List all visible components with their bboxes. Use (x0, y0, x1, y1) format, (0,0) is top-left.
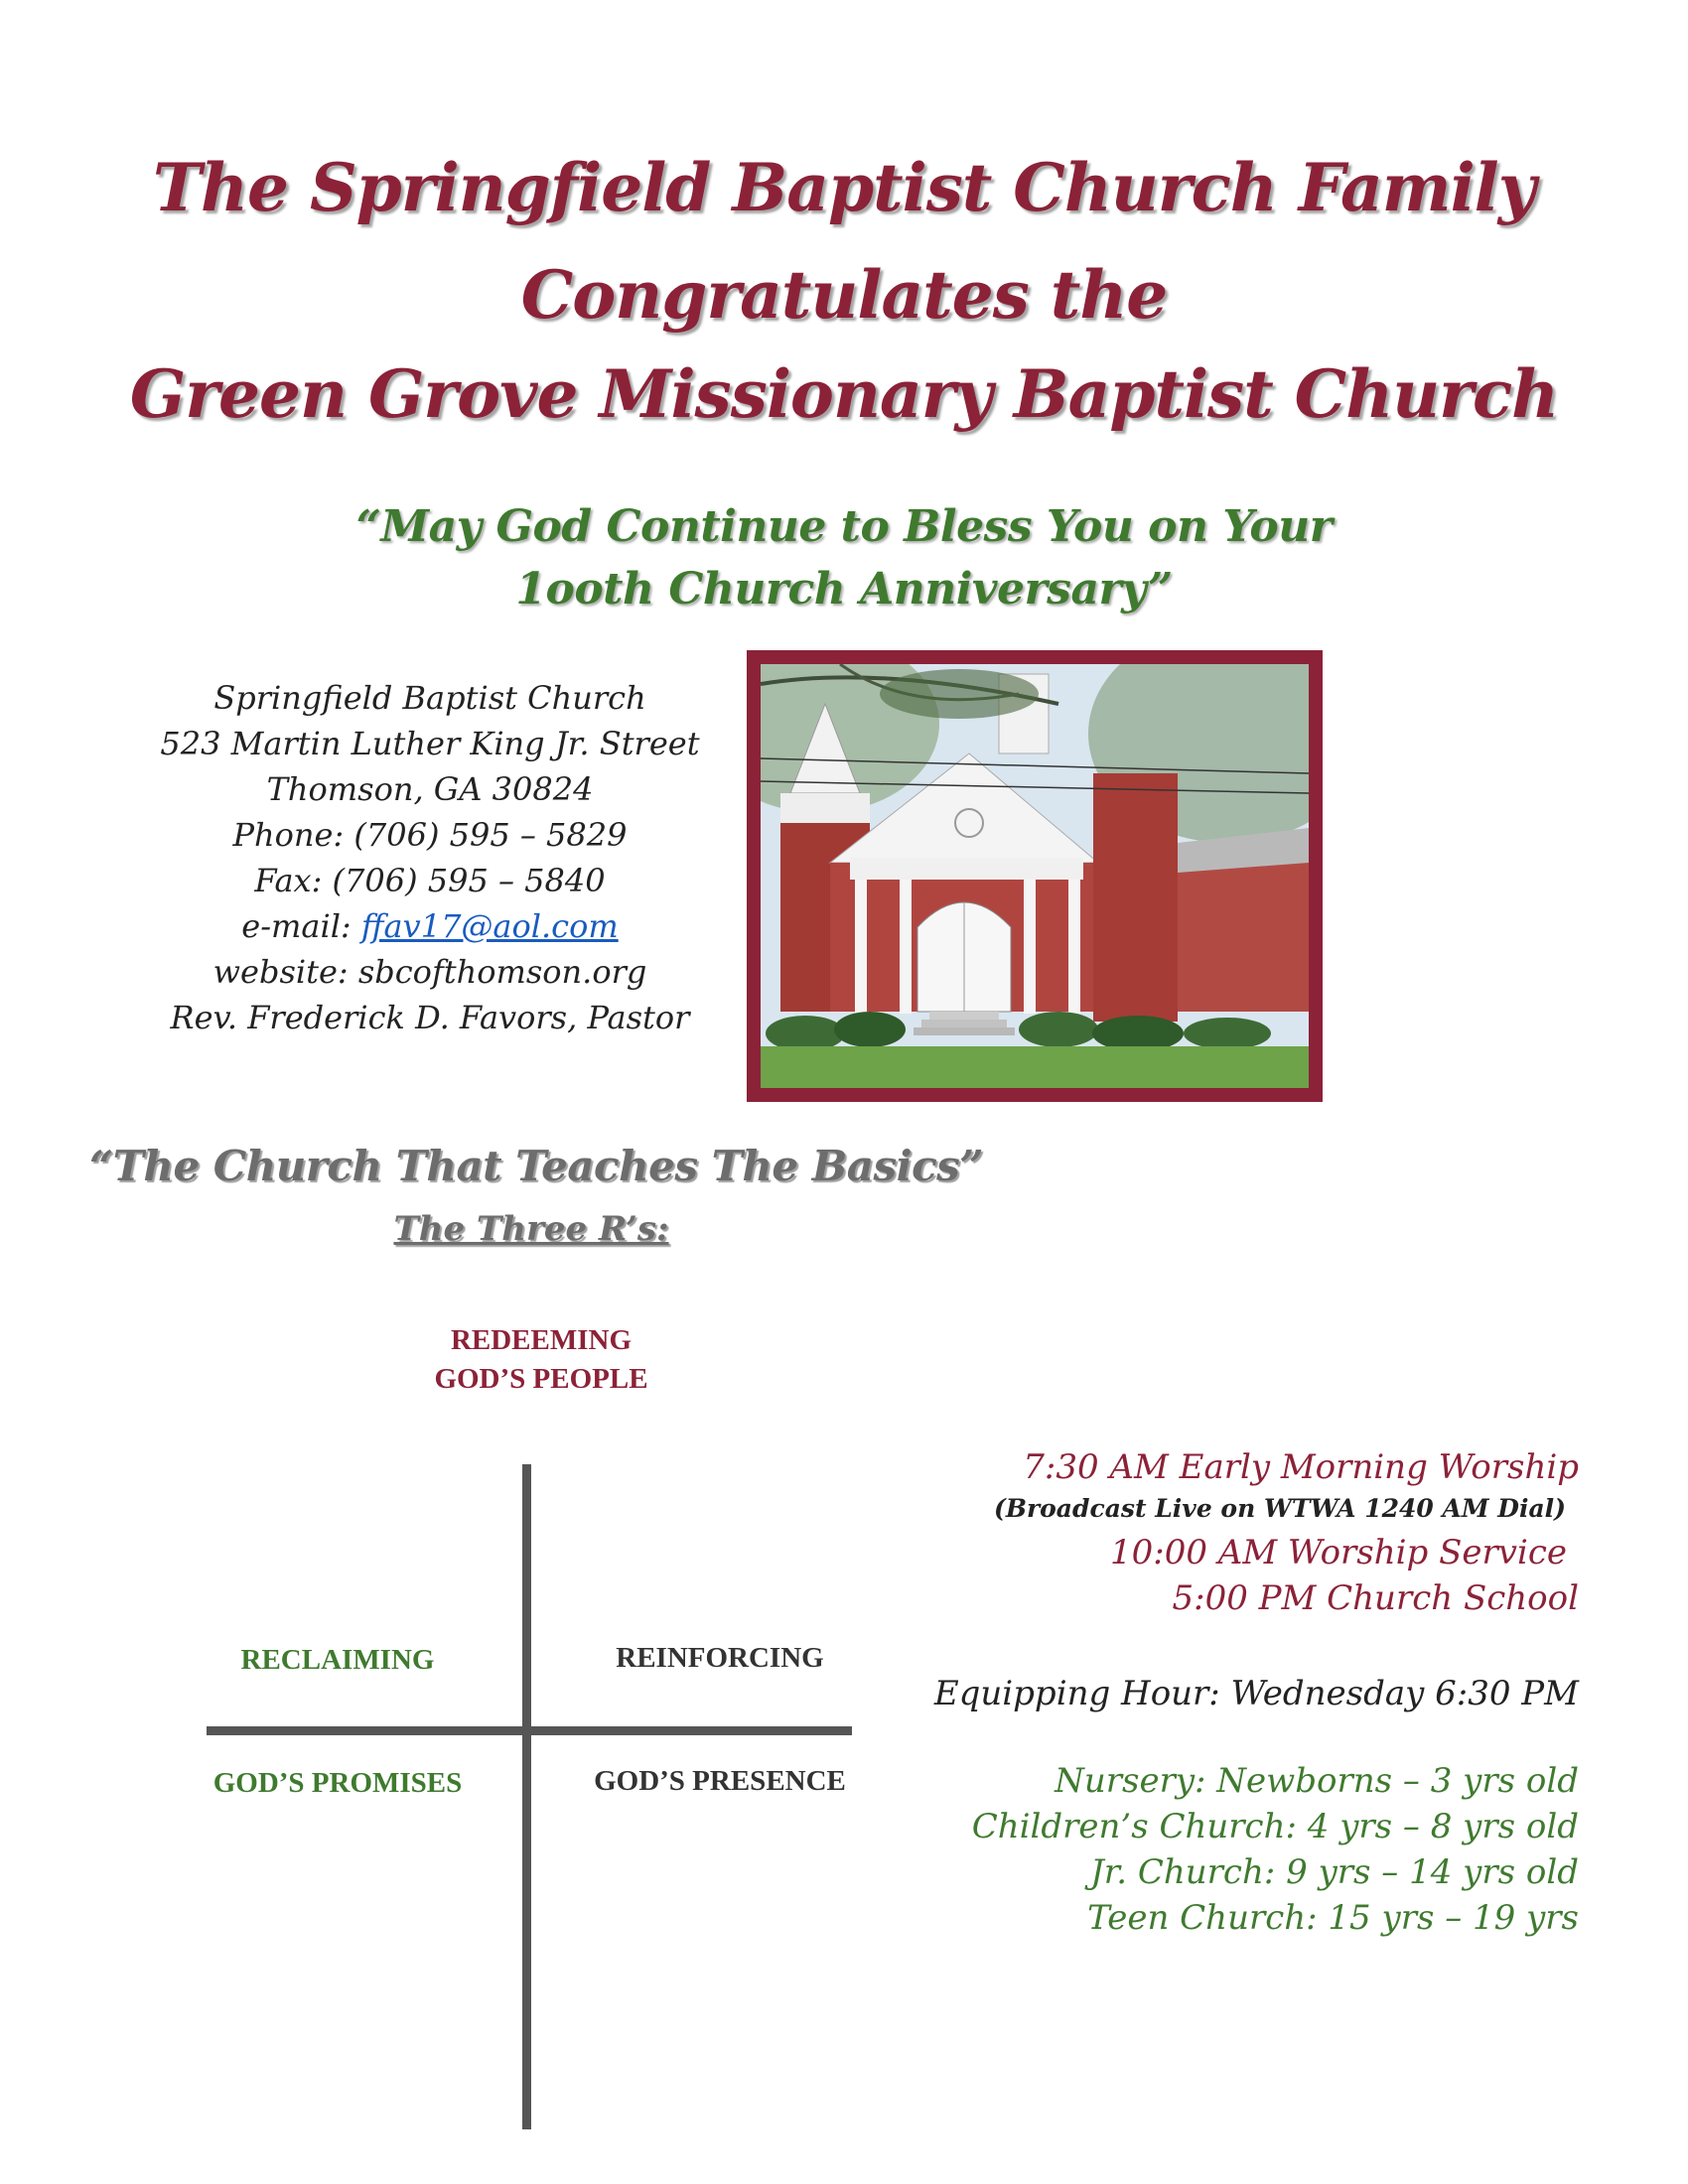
ministry-item: Children’s Church: 4 yrs – 8 yrs old (971, 1807, 1579, 1846)
church-photo (761, 664, 1309, 1088)
broadcast-note: (Broadcast Live on WTWA 1240 AM Dial) (993, 1494, 1566, 1523)
heading-line-3: Green Grove Missionary Baptist Church (129, 355, 1559, 433)
cross-vertical-bar (522, 1464, 531, 2129)
city-state-zip: Thomson, GA 30824 (266, 770, 594, 808)
cross-left-bottom: GOD’S PROMISES (212, 1767, 463, 1799)
church-name: Springfield Baptist Church (213, 679, 646, 717)
email-label: e-mail: (241, 907, 352, 945)
cross-top-line-1: REDEEMING (450, 1324, 633, 1356)
contact-block (127, 675, 733, 1040)
church-school: 5:00 PM Church School (1172, 1578, 1579, 1618)
equipping-hour: Equipping Hour: Wednesday 6:30 PM (933, 1674, 1579, 1713)
cross-top-line-2: GOD’S PEOPLE (434, 1363, 648, 1395)
cross-right-top: REINFORCING (616, 1642, 824, 1674)
pastor-name: Rev. Frederick D. Favors, Pastor (170, 999, 690, 1036)
ministry-item: Jr. Church: 9 yrs – 14 yrs old (1090, 1852, 1579, 1892)
cross-right-bottom: GOD’S PRESENCE (594, 1765, 846, 1797)
motto-subtitle: The Three R’s: (393, 1209, 669, 1249)
street-address: 523 Martin Luther King Jr. Street (160, 725, 700, 762)
cross-horizontal-bar (207, 1726, 852, 1735)
email-row (127, 903, 733, 949)
heading-line-2: Congratulates the (520, 256, 1168, 334)
email-link[interactable]: ffav17@aol.com (360, 907, 619, 945)
cross-left-top: RECLAIMING (240, 1644, 435, 1676)
tagline-line-1: “May God Continue to Bless You on Your (355, 501, 1333, 552)
church-photo-frame (747, 650, 1323, 1102)
tagline-line-2: 1ooth Church Anniversary” (515, 564, 1173, 614)
early-worship: 7:30 AM Early Morning Worship (1023, 1447, 1579, 1487)
ministry-item: Teen Church: 15 yrs – 19 yrs (1087, 1898, 1579, 1938)
website: website: sbcofthomson.org (212, 953, 647, 991)
phone-number: Phone: (706) 595 – 5829 (232, 816, 628, 854)
fax-number: Fax: (706) 595 – 5840 (254, 862, 606, 899)
motto-title: “The Church That Teaches The Basics” (89, 1142, 983, 1190)
ministry-item: Nursery: Newborns – 3 yrs old (1055, 1761, 1579, 1801)
heading-line-1: The Springfield Baptist Church Family (152, 149, 1536, 226)
worship-service: 10:00 AM Worship Service (1109, 1533, 1567, 1572)
